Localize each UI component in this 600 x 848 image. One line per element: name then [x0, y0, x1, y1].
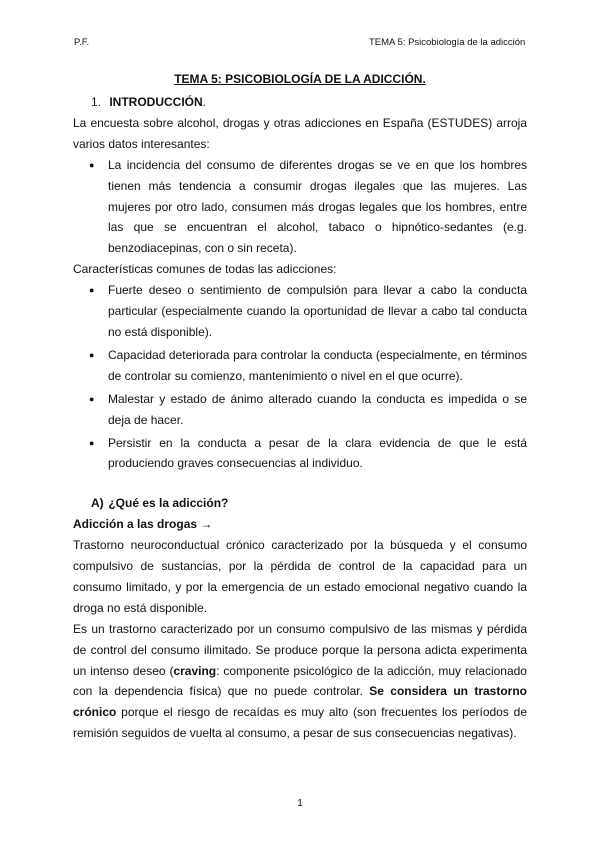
section-heading-introduccion — [73, 92, 527, 113]
list-item-text: Persistir en la conducta a pesar de la clara evidencia de que le está produciendo graves consecuencias al individuo. — [108, 435, 527, 471]
section-number: 1. — [91, 95, 102, 109]
list-item — [73, 433, 527, 475]
bullet-icon: ● — [89, 285, 95, 296]
list-item-text: La incidencia del consumo de diferentes drogas se ve en que los hombres tienen más tendencia a consumir drogas ilegales que las mujeres. Las mujeres por otro lado, consumen más drogas legales que los hombres, entre las que se encuentran el alcohol, tabaco o hipnótico-sedantes (e.g. benzodiacepinas, con o sin receta). — [108, 157, 527, 256]
common-characteristics-heading: Características comunes de todas las adicciones: — [73, 262, 337, 277]
list-item-text: Fuerte deseo o sentimiento de compulsión para llevar a cabo la conducta particular (especialmente cuando la oportunidad de llevar a cabo tal conducta no está disponible). — [108, 283, 527, 339]
bullet-list-incidence — [73, 155, 527, 260]
section-heading-suffix: . — [202, 95, 207, 109]
intro-paragraph: La encuesta sobre alcohol, drogas y otras adicciones en España (ESTUDES) arroja varios datos interesantes: — [73, 115, 527, 151]
list-item — [73, 155, 527, 260]
header-author: P.F. — [74, 37, 90, 48]
subheading-adiccion-drogas: Adicción a las drogas → — [73, 517, 213, 532]
subsection-heading-text: ¿Qué es la adicción? — [108, 496, 229, 511]
list-item — [73, 345, 527, 387]
text-run: Es un trastorno caracterizado por un consumo compulsivo de las mismas y pérdida de control del consumo ilimitado. Se produce porque la persona adicta experimenta un intenso deseo ( — [73, 621, 527, 678]
page-number: 1 — [297, 798, 303, 809]
term-craving: craving — [173, 663, 217, 678]
definition-paragraph: Trastorno neuroconductual crónico caracterizado por la búsqueda y el consumo compulsivo de sustancias, por la pérdida de control de la capacidad para un consumo limitado, y por la emergencia de un estado emocional negativo cuando la droga no está disponible. — [73, 538, 527, 615]
bullet-list-characteristics — [73, 280, 527, 474]
subsection-label: A) — [91, 496, 104, 511]
bullet-icon: ● — [89, 437, 95, 448]
document-title: TEMA 5: PSICOBIOLOGÍA DE LA ADICCIÓN. — [174, 72, 426, 86]
section-heading-text: INTRODUCCIÓN — [109, 95, 203, 109]
subsection-heading-que-es-la-adiccion — [73, 493, 527, 514]
list-item-text: Malestar y estado de ánimo alterado cuando la conducta es impedida o se deja de hacer. — [108, 391, 527, 427]
explanation-paragraph — [73, 619, 527, 744]
bullet-icon: ● — [89, 159, 95, 170]
bullet-icon: ● — [89, 393, 95, 404]
text-run: porque el riesgo de recaídas es muy alto (son frecuentes los períodos de remisión seguidos de vuelta al consumo, a pesar de sus consecuencias negativas). — [73, 705, 527, 741]
text-run: : componente psicológico de la adicción, muy relacionado con la dependencia física) que no puede controlar. — [73, 663, 527, 699]
list-item — [73, 389, 527, 431]
header-topic: TEMA 5: Psicobiología de la adicción — [369, 37, 526, 48]
list-item — [73, 280, 527, 343]
bullet-icon: ● — [89, 349, 95, 360]
document-body — [73, 92, 527, 744]
emphasis-chronic-disorder: Se considera un trastorno crónico — [73, 684, 527, 720]
list-item-text: Capacidad deteriorada para controlar la conducta (especialmente, en términos de controlar su comienzo, mantenimiento o nivel en el que ocurre). — [108, 347, 527, 383]
